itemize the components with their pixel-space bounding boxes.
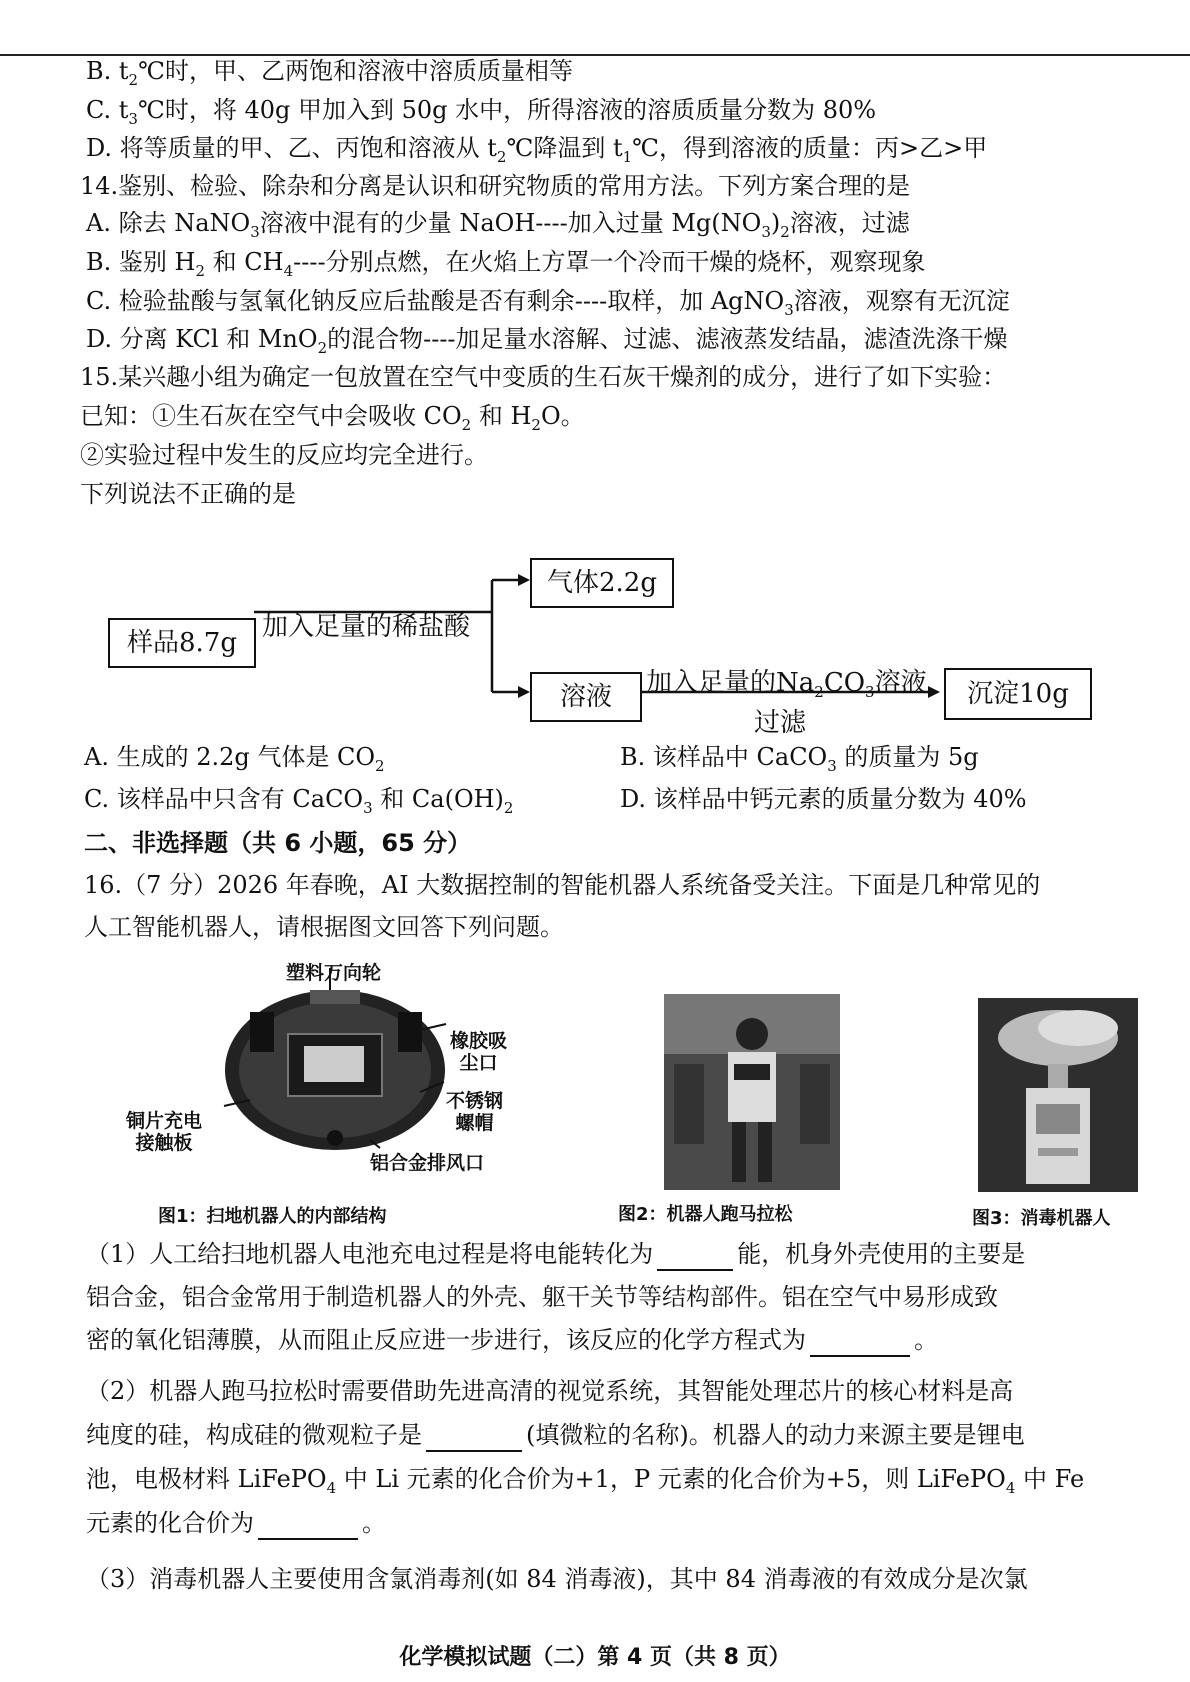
flow-na2co3-label: 加入足量的$Na_2CO_3$溶液 bbox=[646, 668, 927, 701]
arrow-to-precip-icon bbox=[928, 686, 940, 698]
q14-stem: 14.鉴别、检验、除杂和分离是认识和研究物质的常用方法。下列方案合理的是 bbox=[80, 172, 911, 200]
flow-acid-label: 加入足量的稀盐酸 bbox=[262, 612, 471, 642]
section-2-heading: 二、非选择题（共 6 小题，65 分） bbox=[84, 829, 472, 857]
flow-precip-box: 沉淀10g bbox=[944, 668, 1092, 720]
answer-blank-equation[interactable] bbox=[810, 1329, 910, 1357]
q15-option-a: A. 生成的 2.2g 气体是 $CO_2$ bbox=[84, 743, 385, 775]
q16-3-line1: （3）消毒机器人主要使用含氯消毒剂(如 84 消毒液)，其中 84 消毒液的有效成分是次氯 bbox=[86, 1565, 1028, 1593]
q16-1-line1: （1）人工给扫地机器人电池充电过程是将电能转化为 能，机身外壳使用的主要是 bbox=[86, 1237, 1025, 1271]
q16-stem-line1: 16.（7 分）2026 年春晚，AI 大数据控制的智能机器人系统备受关注。下面是几种常见的 bbox=[84, 871, 1041, 899]
q16-2-line4: 元素的化合价为 。 bbox=[86, 1506, 386, 1540]
fig1-robot-vacuum-image bbox=[0, 950, 620, 1190]
fig1-caption: 图1：扫地机器人的内部结构 bbox=[158, 1206, 387, 1227]
flow-sample-box: 样品8.7g bbox=[108, 618, 256, 668]
ann-alloy-vent: 铝合金排风口 bbox=[370, 1152, 485, 1174]
q13-option-d: D. 将等质量的甲、乙、丙饱和溶液从 $t_2℃$降温到 $t_1℃$，得到溶液的质量：丙>乙>甲 bbox=[86, 134, 988, 166]
answer-blank-particle[interactable] bbox=[426, 1424, 522, 1452]
fig2-caption: 图2：机器人跑马拉松 bbox=[618, 1204, 793, 1225]
q15-option-c: C. 该样品中只含有 CaCO$_3$ 和 $Ca(OH)_2$ bbox=[84, 785, 514, 817]
q15-known-1: 已知：①生石灰在空气中会吸收 $CO_2$ 和 $H_2O$。 bbox=[80, 402, 585, 434]
q16-1-line2: 铝合金，铝合金常用于制造机器人的外壳、躯干关节等结构部件。铝在空气中易形成致 bbox=[86, 1283, 998, 1311]
q15-option-b: B. 该样品中 CaCO$_3$ 的质量为 5g bbox=[620, 743, 979, 775]
arrow-to-solution-icon bbox=[518, 686, 530, 698]
fig3-caption: 图3：消毒机器人 bbox=[972, 1208, 1111, 1229]
ann-copper-contact: 铜片充电 接触板 bbox=[126, 1110, 203, 1154]
q16-2-line1: （2）机器人跑马拉松时需要借助先进高清的视觉系统，其智能处理芯片的核心材料是高 bbox=[86, 1377, 1014, 1405]
q15-ask: 下列说法不正确的是 bbox=[80, 480, 296, 508]
q14-option-b: B. 鉴别 $H_2$ 和 $CH_4----$分别点燃，在火焰上方罩一个冷而干燥的烧杯，观察现象 bbox=[86, 248, 926, 280]
q15-option-d: D. 该样品中钙元素的质量分数为 40% bbox=[620, 785, 1027, 813]
q16-stem-line2: 人工智能机器人，请根据图文回答下列问题。 bbox=[84, 913, 564, 941]
fig3-disinfection-robot-image bbox=[978, 998, 1138, 1192]
q15-stem: 15.某兴趣小组为确定一包放置在空气中变质的生石灰干燥剂的成分，进行了如下实验： bbox=[80, 363, 1007, 391]
flow-gas-box: 气体2.2g bbox=[530, 558, 674, 608]
q14-option-c: C. 检验盐酸与氢氧化钠反应后盐酸是否有剩余----取样，加 AgNO$_3$溶液，观察有无沉淀 bbox=[86, 287, 1010, 319]
q16-2-line2: 纯度的硅，构成硅的微观粒子是 (填微粒的名称)。机器人的动力来源主要是锂电 bbox=[86, 1418, 1025, 1452]
q16-1-line3: 密的氧化铝薄膜，从而阻止反应进一步进行，该反应的化学方程式为 。 bbox=[86, 1323, 938, 1357]
q14-option-d: D. 分离 KCl 和 MnO$_2$的混合物----加足量水溶解、过滤、滤液蒸发结晶，滤渣洗涤干燥 bbox=[86, 325, 1008, 357]
ann-plastic-wheel: 塑料万向轮 bbox=[286, 962, 382, 984]
page-footer: 化学模拟试题（二）第 4 页（共 8 页） bbox=[399, 1645, 791, 1670]
ann-rubber-inlet: 橡胶吸 尘口 bbox=[450, 1030, 508, 1074]
q16-2-line3: 池，电极材料 LiFePO$_4$ 中 Li 元素的化合价为+1，P 元素的化合价为+5，则 LiFePO$_4$ 中 Fe bbox=[86, 1465, 1085, 1497]
q13-option-c: C. $t_3℃$时，将 40g 甲加入到 50g 水中，所得溶液的溶质质量分数为 80% bbox=[86, 96, 877, 128]
arrow-to-gas-icon bbox=[518, 574, 530, 586]
ann-steel-nut: 不锈钢 螺帽 bbox=[446, 1090, 504, 1134]
q15-known-2: ②实验过程中发生的反应均完全进行。 bbox=[80, 441, 488, 469]
flow-filter-label: 过滤 bbox=[754, 708, 807, 738]
answer-blank-valence[interactable] bbox=[258, 1512, 358, 1540]
q13-option-b: B. $t_2℃$时，甲、乙两饱和溶液中溶质质量相等 bbox=[86, 57, 573, 89]
q14-option-a: A. 除去 NaNO$_3$溶液中混有的少量 NaOH----加入过量 $Mg(NO_3)_2$溶液，过滤 bbox=[86, 209, 910, 241]
answer-blank-energy[interactable] bbox=[657, 1243, 733, 1271]
flow-solution-box: 溶液 bbox=[530, 672, 642, 722]
fig2-marathon-robot-image bbox=[664, 994, 840, 1190]
